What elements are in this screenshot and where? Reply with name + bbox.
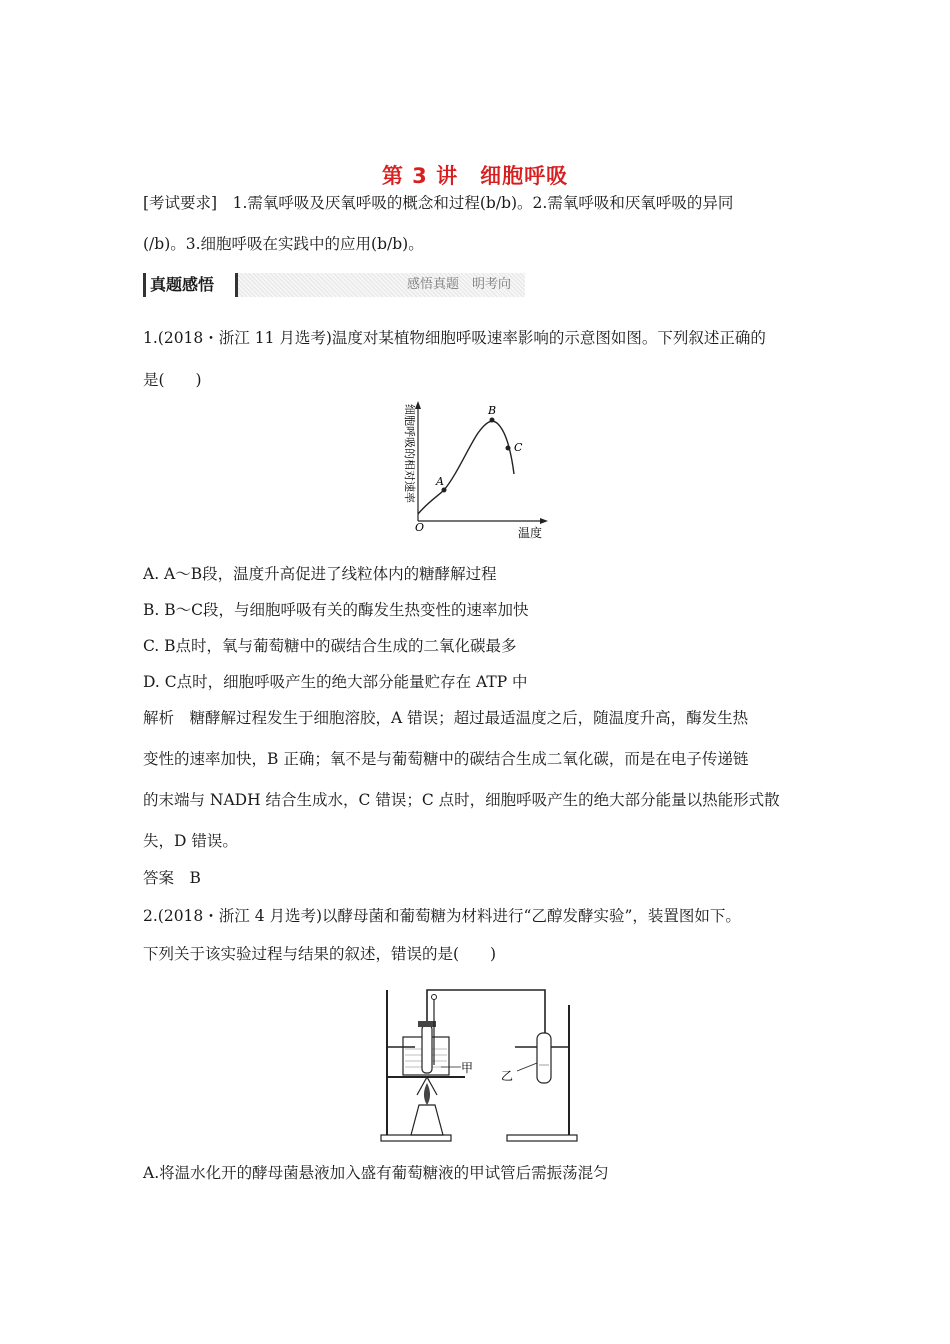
page-title: 第 3 讲 细胞呼吸 [381,164,569,188]
point-b-marker [490,418,495,423]
x-axis-label: 温度 [518,526,543,540]
section-banner [143,273,525,297]
q2-stem-line-2: 下列关于该实验过程与结果的叙述，错误的是( ) [143,945,497,963]
label-line-yi [517,1063,537,1071]
rate-curve [418,421,514,514]
origin-label: O [415,521,425,534]
label-jia: 甲 [461,1061,474,1075]
q1-temperature-graph [398,398,558,546]
label-yi: 乙 [501,1069,514,1083]
point-a-label: A [436,475,444,488]
banner-subheading: 感悟真题 明考向 [235,273,525,297]
q1-option-a: A. A～B段，温度升高促进了线粒体内的糖酵解过程 [143,565,497,583]
flame [424,1083,430,1105]
q1-answer: 答案 B [143,869,201,887]
y-axis-label: 细胞呼吸的相对速率 [403,404,416,503]
point-c-label: C [514,441,523,454]
q1-option-c: C. B点时，氧与葡萄糖中的碳结合生成的二氧化碳最多 [143,637,517,655]
thermometer-top [432,995,437,1000]
alcohol-lamp [411,1105,443,1135]
requirements-line-2: (/b)。3.细胞呼吸在实践中的应用(b/b)。 [143,235,424,253]
banner-heading: 真题感悟 [143,273,235,297]
requirements-line-1: [考试要求] 1.需氧呼吸及厌氧呼吸的概念和过程(b/b)。2.需氧呼吸和厌氧呼吸的异同 [143,194,734,212]
right-stand-base [507,1135,577,1141]
left-stand-base [381,1135,451,1141]
point-c-marker [506,446,511,451]
q1-analysis-line-2: 变性的速率加快，B 正确；氧不是与葡萄糖中的碳结合生成二氧化碳，而是在电子传递链 [143,750,749,768]
q1-stem-line-1: 1.(2018・浙江 11 月选考)温度对某植物细胞呼吸速率影响的示意图如图。下列叙述正确的 [143,329,766,347]
q2-option-a: A.将温水化开的酵母菌悬液加入盛有葡萄糖液的甲试管后需振荡混匀 [143,1164,609,1182]
point-b-label: B [488,404,497,417]
q1-option-b: B. B～C段，与细胞呼吸有关的酶发生热变性的速率加快 [143,601,529,619]
tube-yi [537,1033,551,1083]
x-axis-arrow [540,518,548,524]
q2-fermentation-apparatus [375,985,585,1145]
q1-option-d: D. C点时，细胞呼吸产生的绝大部分能量贮存在 ATP 中 [143,673,528,691]
stopper-jia [418,1021,436,1027]
point-a-marker [442,488,447,493]
tube-jia [422,1025,432,1073]
q2-stem-line-1: 2.(2018・浙江 4 月选考)以酵母菌和葡萄糖为材料进行“乙醇发酵实验”，装置图如下。 [143,907,741,925]
q1-stem-line-2: 是( ) [143,371,202,389]
q1-analysis-line-4: 失，D 错误。 [143,832,238,850]
q1-analysis-line-3: 的末端与 NADH 结合生成水，C 错误；C 点时，细胞呼吸产生的绝大部分能量以热能形式散 [143,791,780,809]
q1-analysis-line-1: 解析 糖酵解过程发生于细胞溶胶，A 错误；超过最适温度之后，随温度升高，酶发生热 [143,709,749,727]
